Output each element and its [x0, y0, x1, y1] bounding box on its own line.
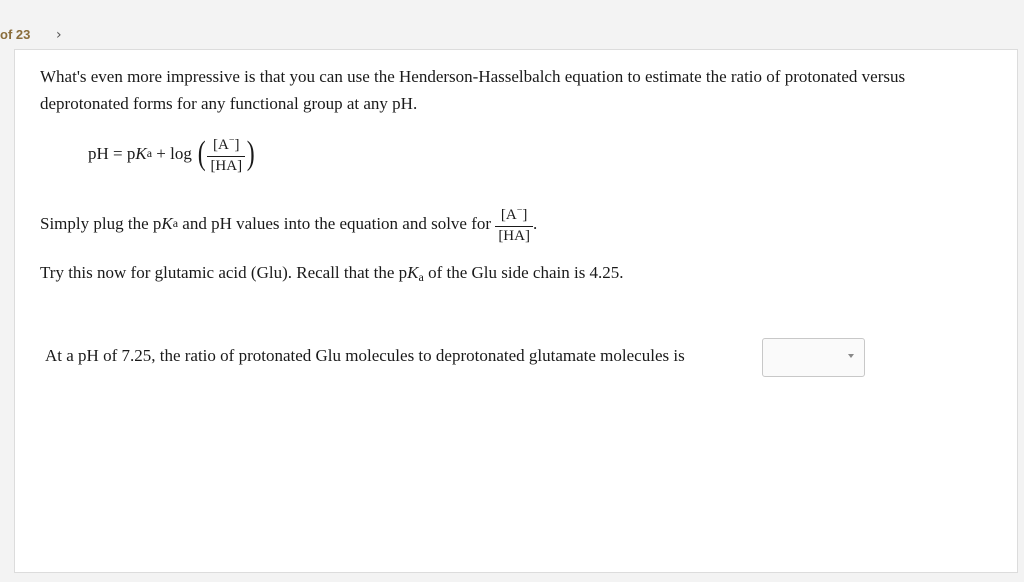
answer-dropdown[interactable] — [762, 338, 865, 377]
try-text-2: of the Glu side chain is 4.25. — [423, 263, 624, 282]
plug-fraction-numerator: [A−] — [500, 205, 528, 223]
chevron-down-icon — [848, 354, 854, 358]
equation-k: K — [135, 143, 147, 163]
plug-fraction-denominator: [HA] — [495, 226, 533, 245]
top-bar — [0, 0, 1024, 43]
plug-period: . — [532, 213, 538, 233]
intro-paragraph: What's even more impressive is that you can use the Henderson-Hasselbalch equation to estimate the ratio of protonated versus deprotonated forms for any functional group at any pH. — [40, 67, 906, 113]
equation-fraction — [207, 132, 245, 175]
question-card — [14, 49, 1018, 573]
plug-paragraph — [40, 202, 537, 245]
left-paren: ( — [197, 134, 206, 172]
equation-plus-log: + log — [152, 143, 197, 163]
try-text-1: Try this now for glutamic acid (Glu). Recall that the p — [40, 263, 408, 282]
equation-sub-a: a — [146, 146, 153, 160]
try-k: K — [407, 263, 419, 282]
right-paren: ) — [246, 134, 255, 172]
equation-lhs: pH = p — [88, 143, 136, 163]
plug-text-1: Simply plug the p — [40, 213, 162, 233]
page-counter: of 23 — [0, 27, 31, 42]
fraction-numerator: [A−] — [213, 135, 240, 153]
try-sub-a: a — [418, 270, 424, 284]
henderson-hasselbalch-equation — [88, 132, 256, 175]
next-page-button[interactable]: › — [56, 27, 62, 43]
try-paragraph — [40, 261, 624, 289]
plug-text-2: and pH values into the equation and solve for — [178, 213, 496, 233]
plug-sub-a: a — [172, 216, 179, 230]
fraction-denominator: [HA] — [207, 156, 245, 175]
question-text: At a pH of 7.25, the ratio of protonated Glu molecules to deprotonated glutamate molecules is — [45, 346, 685, 365]
plug-fraction — [495, 202, 533, 245]
plug-k: K — [161, 213, 173, 233]
